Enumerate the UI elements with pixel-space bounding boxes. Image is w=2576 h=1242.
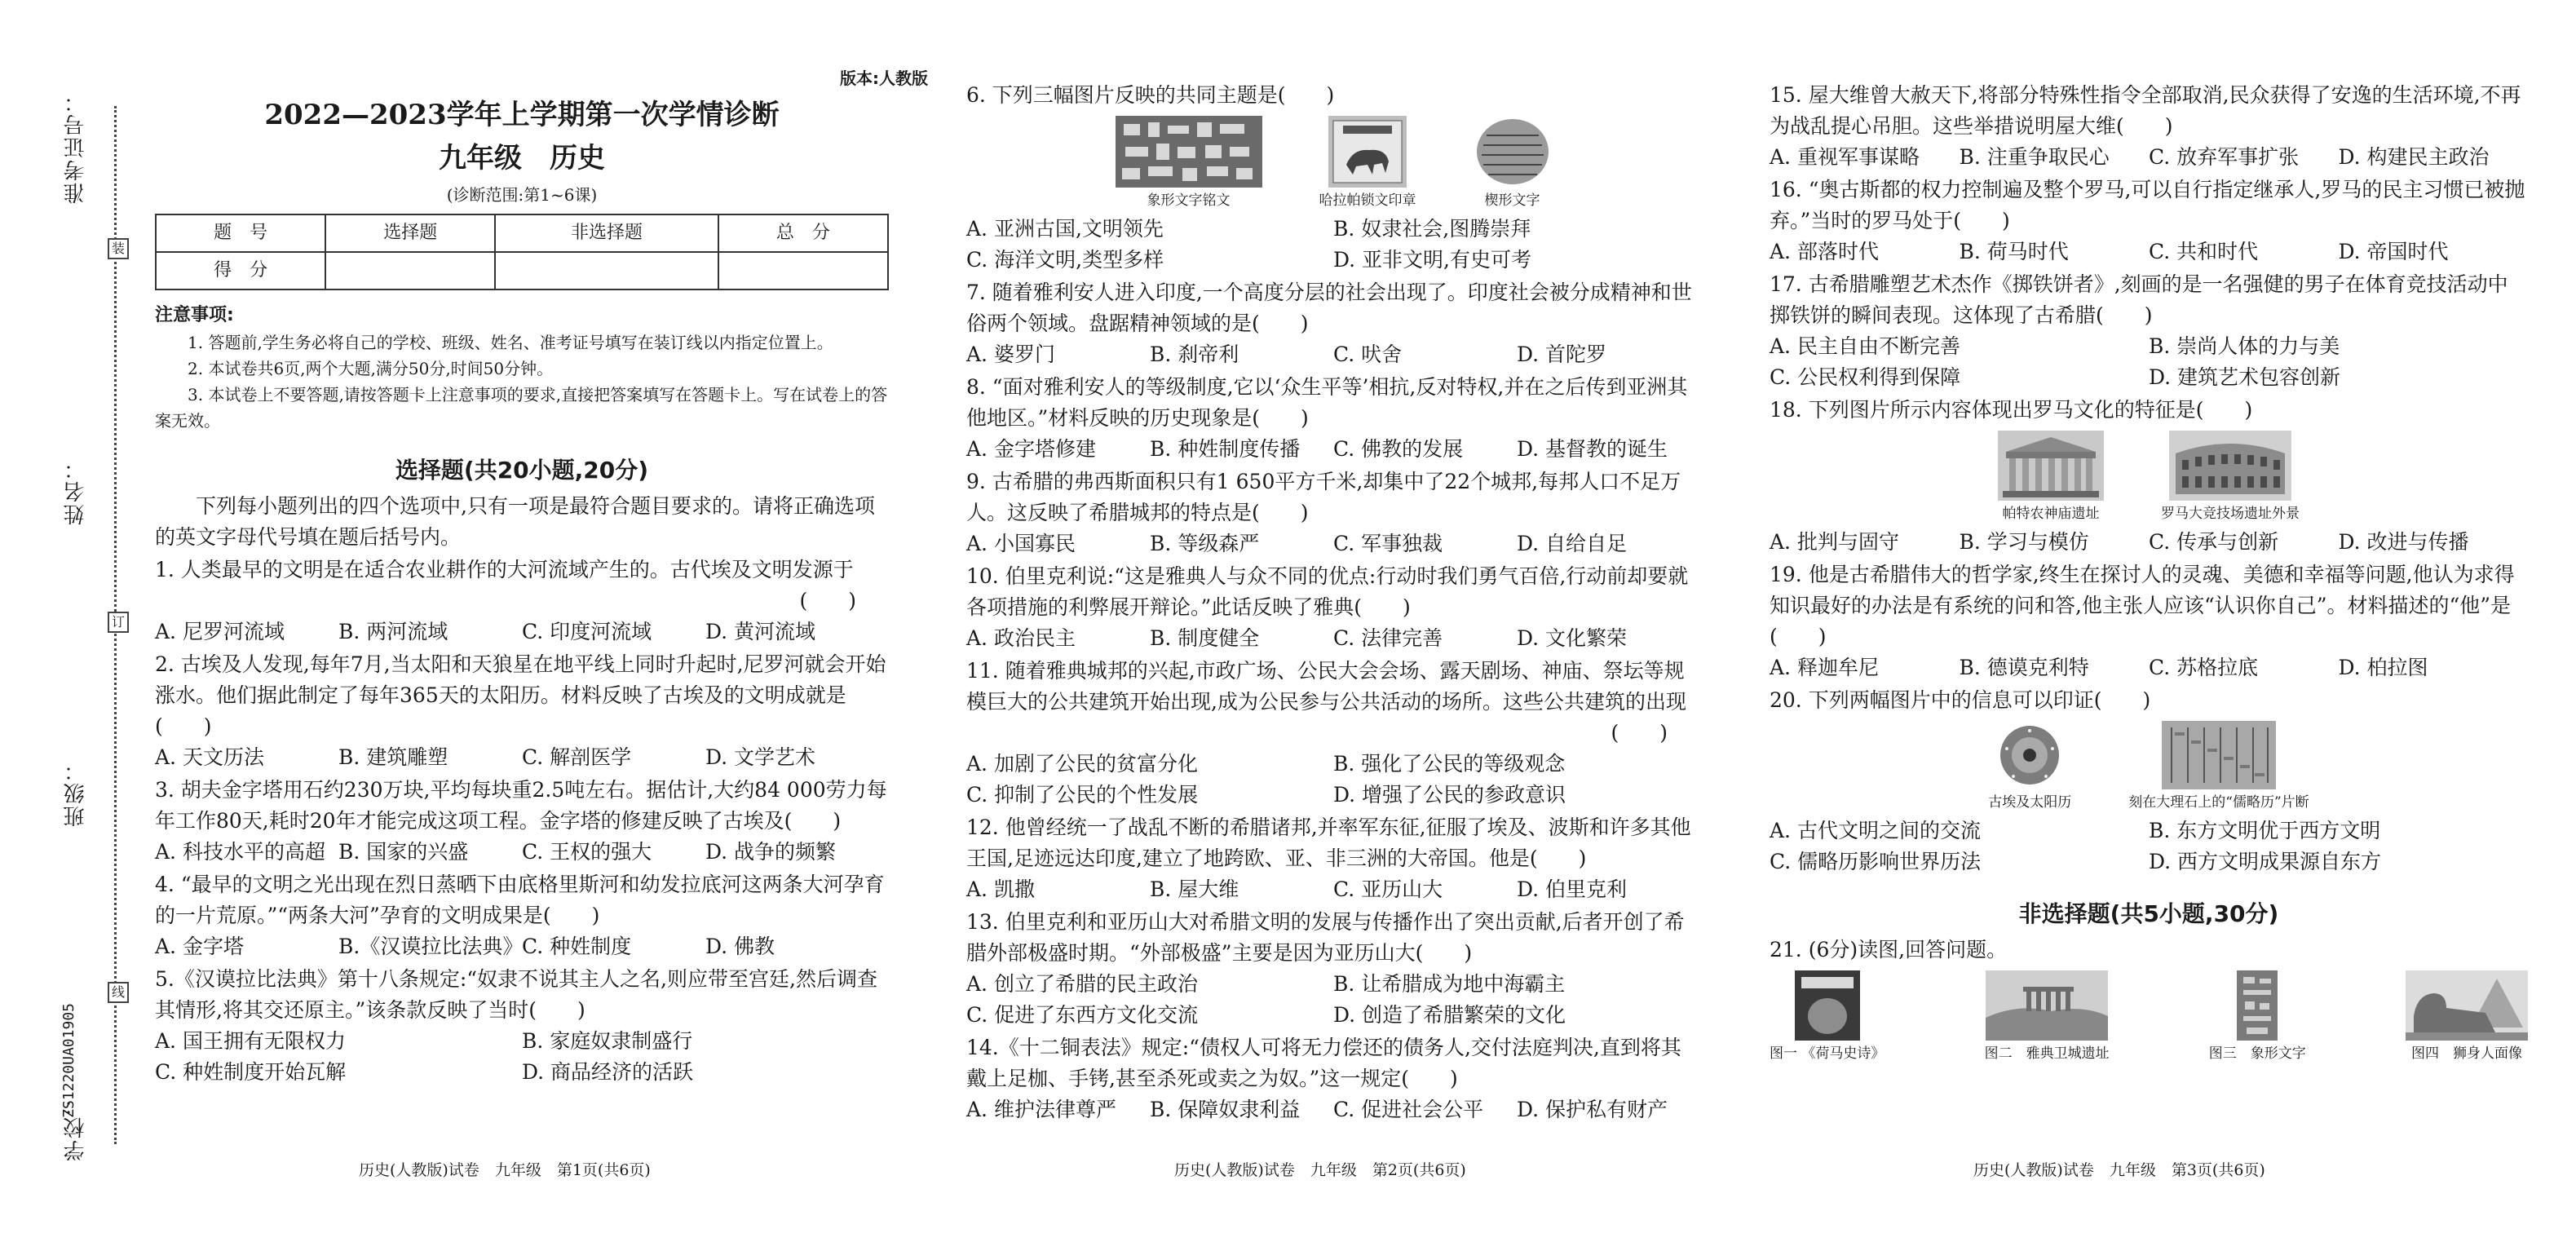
- q21-figure-acropolis: [1985, 970, 2110, 1063]
- option-a: A. 维护法律尊严: [966, 1098, 1116, 1121]
- q18-figure-parthenon: [1998, 431, 2104, 524]
- option-a: A. 政治民主: [966, 626, 1076, 650]
- option-d: D. 伯里克利: [1517, 877, 1628, 901]
- hieroglyph-pillar-image: [2229, 970, 2286, 1041]
- score-head-total: 总 分: [718, 214, 888, 252]
- question-19: [1770, 559, 2528, 683]
- option-d: D. 亚非文明,有史可考: [1333, 248, 1531, 272]
- option-d: D. 创造了希腊繁荣的文化: [1333, 1003, 1566, 1027]
- notes-title: 注意事项:: [155, 305, 234, 325]
- question-stem: 5.《汉谟拉比法典》第十八条规定:“奴隶不说其主人之名,则应带至宫廷,然后调查其情形,将其交还原主。”该条款反映了当时( ): [155, 967, 877, 1022]
- question-12: [966, 812, 1700, 905]
- option-d: D. 西方文明成果源自东方: [2149, 850, 2382, 873]
- option-d: D. 改进与传播: [2338, 530, 2469, 554]
- section-choice-heading: 选择题(共20小题,20分): [395, 457, 649, 484]
- question-1: [155, 555, 889, 648]
- question-6: [966, 80, 1700, 276]
- q18-figure-row: [1770, 431, 2528, 524]
- question-stem: 15. 屋大维曾大赦天下,将部分特殊性指令全部取消,民众获得了安逸的生活环境,不再为战乱提心吊胆。这些举措说明屋大维( ): [1770, 83, 2521, 138]
- option-a: A. 小国寡民: [966, 532, 1076, 555]
- option-a: A. 金字塔修建: [966, 437, 1096, 461]
- page-footer-1: 历史(人教版)试卷 九年级 第1页(共6页): [359, 1161, 651, 1179]
- question-16: [1770, 175, 2528, 267]
- option-c: C. 法律完善: [1333, 626, 1443, 650]
- q21-figure-hieroglyph: [2209, 970, 2306, 1063]
- page-footer-3: 历史(人教版)试卷 九年级 第3页(共6页): [1973, 1161, 2265, 1179]
- score-head-nonchoice: 非选择题: [495, 214, 718, 252]
- colosseum-image: [2169, 431, 2291, 501]
- option-c: C. 解剖医学: [522, 745, 632, 769]
- section-choice-intro: 下列每小题列出的四个选项中,只有一项是最符合题目要求的。请将正确选项的英文字母代号填在题后括号内。: [155, 494, 875, 549]
- option-b: B. 国家的兴盛: [338, 840, 469, 864]
- q20-figure-row: [1770, 721, 2528, 812]
- q6-figure-cuneiform: [1474, 116, 1552, 210]
- option-b: B. 保障奴隶利益: [1150, 1098, 1301, 1121]
- figure-caption: 刻在大理石上的“儒略历”片断: [2128, 794, 2309, 811]
- option-b: B. 注重争取民心: [1959, 145, 2110, 169]
- option-b: B. 德谟克利特: [1959, 656, 2089, 679]
- figure-caption: 图一 《荷马史诗》: [1770, 1045, 1885, 1062]
- question-14: [966, 1032, 1700, 1125]
- page-3: [1770, 78, 2528, 1067]
- option-a: A. 重视军事谋略: [1770, 145, 1920, 169]
- question-10: [966, 561, 1700, 654]
- julian-calendar-marble-image: [2162, 721, 2276, 789]
- question-20: [1770, 685, 2528, 877]
- option-c: C. 亚历山大: [1333, 877, 1443, 901]
- page-footer-2: 历史(人教版)试卷 九年级 第2页(共6页): [1174, 1161, 1466, 1179]
- option-c: C. 吠舍: [1333, 343, 1403, 366]
- option-b: B. 让希腊成为地中海霸主: [1333, 972, 1566, 996]
- option-b: B. 东方文明优于西方文明: [2149, 819, 2381, 842]
- option-b: B. 屋大维: [1150, 877, 1239, 901]
- figure-caption: 楔形文字: [1484, 192, 1540, 209]
- question-15: [1770, 80, 2528, 173]
- q20-figure-julian-calendar: [2128, 721, 2309, 812]
- question-stem: 9. 古希腊的弗西斯面积只有1 650平方千米,却集中了22个城邦,每邦人口不足万人。这反映了希腊城邦的特点是( ): [966, 470, 1681, 524]
- figure-caption: 图二 雅典卫城遗址: [1984, 1045, 2110, 1062]
- binding-margin: [0, 0, 139, 1242]
- option-a: A. 尼罗河流域: [155, 620, 285, 643]
- option-c: C. 促进了东西方文化交流: [966, 1003, 1199, 1027]
- option-a: A. 释迦牟尼: [1770, 656, 1879, 679]
- option-a: A. 金字塔: [155, 935, 244, 958]
- question-stem: 20. 下列两幅图片中的信息可以印证( ): [1770, 688, 2151, 712]
- option-d: D. 建筑艺术包容创新: [2149, 365, 2341, 389]
- question-stem: 4. “最早的文明之光出现在烈日蒸晒下由底格里斯河和幼发拉底河这两条大河孕育的一片荒原。”“两条大河”孕育的文明成果是( ): [155, 873, 885, 927]
- option-c: C. 王权的强大: [522, 840, 652, 864]
- question-stem: 18. 下列图片所示内容体现出罗马文化的特征是( ): [1770, 398, 2253, 422]
- option-c: C. 佛教的发展: [1333, 437, 1464, 461]
- bind-mark-3: 线: [108, 982, 129, 1003]
- figure-caption: 哈拉帕锁文印章: [1319, 192, 1416, 209]
- cuneiform-tablet-image: [1474, 116, 1552, 188]
- question-11: [966, 656, 1700, 811]
- option-a: A. 亚洲古国,文明领先: [966, 217, 1164, 241]
- option-a: A. 加剧了公民的贫富分化: [966, 752, 1198, 776]
- option-b: B. 崇尚人体的力与美: [2149, 334, 2340, 358]
- page-2: [966, 78, 1700, 1125]
- score-cell-nonchoice[interactable]: [495, 252, 718, 290]
- exam-scope: (诊断范围:第1~6课): [446, 185, 598, 205]
- option-a: A. 科技水平的高超: [155, 840, 325, 864]
- option-c: C. 放弃军事扩张: [2149, 145, 2300, 169]
- parthenon-ruins-image: [1998, 431, 2104, 501]
- option-a: A. 批判与固守: [1770, 530, 1899, 554]
- sphinx-image: [2406, 970, 2528, 1041]
- note-item: 2. 本试卷共6页,两个大题,满分50分,时间50分钟。: [188, 359, 554, 378]
- q21-figure-homer: [1770, 970, 1885, 1063]
- option-c: C. 种姓制度: [522, 935, 632, 958]
- question-21-stem: 21. (6分)读图,回答问题。: [1770, 938, 2008, 961]
- option-a: A. 国王拥有无限权力: [155, 1029, 346, 1053]
- question-stem: 17. 古希腊雕塑艺术杰作《掷铁饼者》,刻画的是一名强健的男子在体育竞技活动中掷铁饼的瞬间表现。这体现了古希腊( ): [1770, 272, 2508, 327]
- question-13: [966, 907, 1700, 1031]
- figure-caption: 图四 狮身人面像: [2410, 1045, 2522, 1062]
- edition-label: 版本:人教版: [840, 69, 928, 88]
- question-9: [966, 466, 1700, 559]
- option-b: B. 荷马时代: [1959, 240, 2069, 263]
- figure-caption: 罗马大竞技场遗址外景: [2161, 506, 2300, 522]
- q21-figure-row: [1770, 970, 2528, 1063]
- option-a: A. 天文历法: [155, 745, 264, 769]
- option-b: B. 家庭奴隶制盛行: [522, 1029, 693, 1053]
- hieroglyph-inscription-image: [1116, 116, 1262, 188]
- option-a: A. 婆罗门: [966, 343, 1055, 366]
- option-b: B. 两河流域: [338, 620, 448, 643]
- question-7: [966, 277, 1700, 370]
- acropolis-ruins-image: [1986, 970, 2108, 1041]
- exam-title: 2022—2023学年上学期第一次学情诊断: [264, 99, 780, 131]
- option-a: A. 部落时代: [1770, 240, 1879, 263]
- option-d: D. 黄河流域: [705, 620, 816, 643]
- option-b: B. 种姓制度传播: [1150, 437, 1301, 461]
- school-label: 学校：: [64, 1093, 88, 1161]
- answer-paren: ( ): [799, 589, 856, 612]
- question-stem: 2. 古埃及人发现,每年7月,当太阳和天狼星在地平线上同时升起时,尼罗河就会开始涨水。他们据此制定了每年365天的太阳历。材料反映了古埃及的文明成就是( ): [155, 652, 886, 738]
- score-head-choice: 选择题: [325, 214, 495, 252]
- option-d: D. 文化繁荣: [1517, 626, 1628, 650]
- option-a: A. 凯撒: [966, 877, 1035, 901]
- page-1: [155, 57, 889, 1088]
- q18-figure-colosseum: [2161, 431, 2300, 524]
- option-d: D. 文学艺术: [705, 745, 816, 769]
- question-2: [155, 649, 889, 773]
- question-stem: 7. 随着雅利安人进入印度,一个高度分层的社会出现了。印度社会被分成精神和世俗两个领域。盘踞精神领域的是( ): [966, 281, 1692, 335]
- bind-mark-2: 订: [108, 612, 129, 633]
- question-stem: 19. 他是古希腊伟大的哲学家,终生在探讨人的灵魂、美德和幸福等问题,他认为求得知识最好的办法是有系统的问和答,他主张人应该“认识你自己”。材料描述的“他”是( ): [1770, 563, 2515, 648]
- option-a: A. 古代文明之间的交流: [1770, 819, 1981, 842]
- score-row-label: 得 分: [156, 252, 325, 290]
- question-stem: 14.《十二铜表法》规定:“债权人可将无力偿还的债务人,交付法庭判决,直到将其戴上足枷、手铐,甚至杀死或卖之为奴。”这一规定( ): [966, 1036, 1681, 1090]
- option-c: C. 抑制了公民的个性发展: [966, 783, 1199, 807]
- score-cell-total[interactable]: [718, 252, 888, 290]
- q6-figure-hieroglyph: [1116, 116, 1262, 210]
- option-c: C. 苏格拉底: [2149, 656, 2259, 679]
- score-table: [155, 214, 889, 290]
- option-c: C. 传承与创新: [2149, 530, 2279, 554]
- class-label: 班级：: [64, 758, 88, 827]
- option-c: C. 印度河流域: [522, 620, 652, 643]
- q20-figure-sun-calendar: [1988, 721, 2071, 812]
- option-d: D. 基督教的诞生: [1517, 437, 1668, 461]
- name-label: 姓名：: [64, 457, 88, 525]
- question-stem: 8. “面对雅利安人的等级制度,它以‘众生平等’相抗,反对特权,并在之后传到亚洲其他地区。”材料反映的历史现象是( ): [966, 375, 1688, 430]
- option-d: D. 保护私有财产: [1517, 1098, 1668, 1121]
- option-d: D. 佛教: [705, 935, 775, 958]
- q6-figure-harappa-seal: [1319, 116, 1416, 210]
- question-stem: 16. “奥古斯都的权力控制遍及整个罗马,可以自行指定继承人,罗马的民主习惯已被抛弃。”当时的罗马处于( ): [1770, 178, 2525, 232]
- option-d: D. 商品经济的活跃: [522, 1060, 694, 1084]
- option-c: C. 儒略历影响世界历法: [1770, 850, 1982, 873]
- note-item: 1. 答题前,学生务必将自己的学校、班级、姓名、准考证号填写在装订线以内指定位置上。: [188, 333, 833, 352]
- option-d: D. 首陀罗: [1517, 343, 1607, 366]
- option-d: D. 柏拉图: [2338, 656, 2428, 679]
- option-c: C. 共和时代: [2149, 240, 2259, 263]
- question-4: [155, 869, 889, 962]
- option-c: C. 种姓制度开始瓦解: [155, 1060, 347, 1084]
- harappa-seal-image: [1328, 116, 1407, 188]
- exam-number-label: 准考证号：: [64, 90, 88, 204]
- option-b: B. 制度健全: [1150, 626, 1260, 650]
- question-17: [1770, 269, 2528, 393]
- figure-caption: 古埃及太阳历: [1988, 794, 2072, 811]
- note-item: 3. 本试卷上不要答题,请按答题卡上注意事项的要求,直接把答案填写在答题卡上。写在试卷上的答案无效。: [155, 385, 888, 431]
- option-d: D. 增强了公民的参政意识: [1333, 783, 1566, 807]
- option-a: A. 创立了希腊的民主政治: [966, 972, 1198, 996]
- section-nonchoice-heading: 非选择题(共5小题,30分): [2018, 900, 2279, 927]
- question-3: [155, 775, 889, 868]
- q21-figure-sphinx: [2406, 970, 2528, 1063]
- exam-subtitle: 九年级 历史: [439, 142, 605, 175]
- egyptian-sun-calendar-image: [1991, 721, 2069, 789]
- bind-mark-1: 装: [108, 238, 129, 259]
- question-stem: 10. 伯里克利说:“这是雅典人与众不同的优点:行动时我们勇气百倍,行动前却要就各项措施的利弊展开辩论。”此话反映了雅典( ): [966, 564, 1689, 619]
- option-d: D. 战争的频繁: [705, 840, 837, 864]
- option-d: D. 构建民主政治: [2338, 145, 2490, 169]
- question-5: [155, 964, 889, 1088]
- option-d: D. 自给自足: [1517, 532, 1628, 555]
- score-cell-choice[interactable]: [325, 252, 495, 290]
- option-c: C. 军事独裁: [1333, 532, 1443, 555]
- exam-code: ZS1220UA01905: [60, 1003, 77, 1118]
- option-b: B. 刹帝利: [1150, 343, 1239, 366]
- homer-epic-book-image: [1795, 970, 1860, 1041]
- score-head-number: 题 号: [156, 214, 325, 252]
- question-stem: 11. 随着雅典城邦的兴起,市政广场、公民大会会场、露天剧场、神庙、祭坛等规模巨大的公共建筑开始出现,成为公民参与公共活动的场所。这些公共建筑的出现: [966, 659, 1686, 714]
- figure-caption: 图三 象形文字: [2208, 1045, 2306, 1062]
- option-c: C. 海洋文明,类型多样: [966, 248, 1164, 272]
- option-b: B. 建筑雕塑: [338, 745, 448, 769]
- option-c: C. 促进社会公平: [1333, 1098, 1484, 1121]
- figure-caption: 象形文字铭文: [1147, 192, 1231, 209]
- option-c: C. 公民权利得到保障: [1770, 365, 1961, 389]
- answer-paren: ( ): [1611, 721, 1668, 745]
- question-stem: 6. 下列三幅图片反映的共同主题是( ): [966, 83, 1335, 107]
- question-18: [1770, 395, 2528, 558]
- option-b: B. 奴隶社会,图腾崇拜: [1333, 217, 1531, 241]
- question-stem: 13. 伯里克利和亚历山大对希腊文明的发展与传播作出了突出贡献,后者开创了希腊外部极盛时期。“外部极盛”主要是因为亚历山大( ): [966, 910, 1685, 965]
- option-d: D. 帝国时代: [2338, 240, 2449, 263]
- figure-caption: 帕特农神庙遗址: [2002, 506, 2100, 522]
- option-b: B. 学习与模仿: [1959, 530, 2089, 554]
- question-stem: 12. 他曾经统一了战乱不断的希腊诸邦,并率军东征,征服了埃及、波斯和许多其他王国,足迹远达印度,建立了地跨欧、亚、非三洲的大帝国。他是( ): [966, 815, 1691, 870]
- q6-figure-row: [966, 116, 1700, 210]
- question-stem: 3. 胡夫金字塔用石约230万块,平均每块重2.5吨左右。据估计,大约84 000劳力每年工作80天,耗时20年才能完成这项工程。金字塔的修建反映了古埃及( ): [155, 778, 887, 833]
- option-b: B. 强化了公民的等级观念: [1333, 752, 1566, 776]
- option-b: B. 等级森严: [1150, 532, 1260, 555]
- question-stem: 1. 人类最早的文明是在适合农业耕作的大河流域产生的。古代埃及文明发源于: [155, 558, 854, 581]
- option-a: A. 民主自由不断完善: [1770, 334, 1960, 358]
- option-b: B.《汉谟拉比法典》: [338, 935, 524, 958]
- question-8: [966, 372, 1700, 465]
